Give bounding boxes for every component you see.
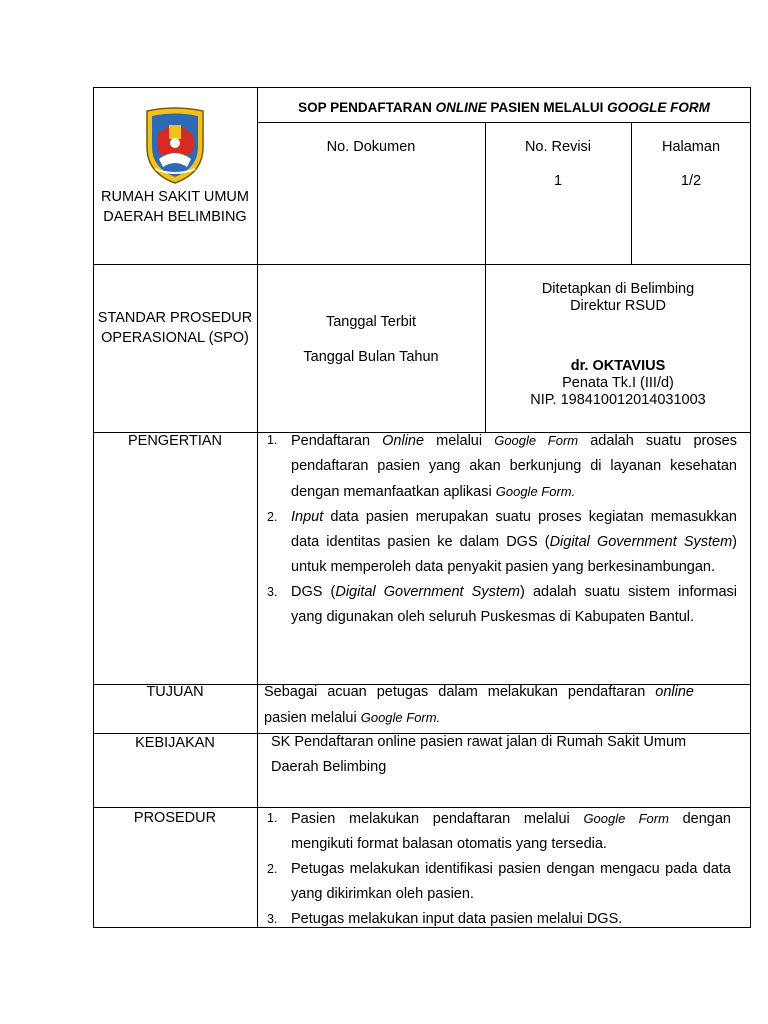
page-label: Halaman: [661, 139, 721, 155]
text-run: dengan mengikuti format balasan otomatis yang tersedia.: [291, 811, 731, 852]
document-title: [257, 100, 751, 115]
list-item: [257, 857, 731, 907]
text-run: Pendaftaran: [291, 433, 383, 449]
text-run: Google Form: [494, 433, 579, 448]
list-item: [257, 580, 737, 630]
text-run: Online: [382, 433, 425, 449]
text-run: ) adalah suatu sistem informasi yang digunakan oleh seluruh Puskesmas di Kabupaten Bantul.: [291, 584, 737, 625]
approval-title: Direktur RSUD: [570, 298, 666, 314]
sop-label: STANDAR PROSEDUR OPERASIONAL (SPO): [97, 310, 253, 346]
border-top: [93, 87, 751, 88]
title-divider: [257, 122, 751, 123]
tujuan-text: [264, 680, 694, 731]
text-run: online: [655, 684, 694, 700]
text-run: Petugas melakukan input data pasien melalui DGS.: [291, 911, 623, 927]
list-item: [257, 907, 731, 932]
director-nip: NIP. 198410012014031003: [530, 392, 706, 408]
hospital-crest-icon: [143, 107, 207, 185]
issue-date-value: Tanggal Bulan Tahun: [303, 349, 439, 365]
tujuan-parts: [264, 684, 694, 726]
text-run: Digital Government System: [549, 534, 733, 550]
prosedur-list: [257, 806, 731, 932]
revision-value: 1: [553, 173, 563, 189]
kebijakan-label: KEBIJAKAN: [135, 735, 215, 751]
approval-block: [485, 281, 751, 409]
text-run: Petugas melakukan identifikasi pasien dengan mengacu pada data yang dikirimkan oleh pasien.: [291, 861, 731, 902]
text-run: DGS (: [291, 584, 336, 600]
item-text: [291, 433, 737, 500]
issue-date-label: Tanggal Terbit: [325, 314, 417, 330]
sop-document: [93, 87, 751, 928]
border-right: [750, 87, 751, 928]
item-number: 3.: [267, 585, 278, 599]
approval-place: Ditetapkan di Belimbing: [541, 281, 695, 297]
item-number: 1.: [267, 433, 278, 447]
doc-number-label: No. Dokumen: [326, 139, 416, 155]
title-part-italic: GOOGLE FORM: [607, 100, 710, 115]
item-text: [291, 584, 737, 625]
text-run: melalui: [424, 433, 495, 449]
text-run: Input: [291, 509, 324, 525]
text-run: data pasien merupakan suatu proses kegiatan memasukkan data identitas pasien ke dalam DGS (: [291, 509, 737, 550]
title-part: SOP PENDAFTARAN: [298, 100, 436, 115]
list-item: [257, 806, 731, 857]
text-run: Google Form.: [495, 484, 576, 499]
director-name: dr. OKTAVIUS: [570, 358, 666, 374]
text-run: adalah suatu proses pendaftaran pasien yang akan berkunjung di layanan kesehatan dengan memanfaatkan aplikasi: [291, 433, 737, 500]
item-text: [291, 509, 737, 575]
revision-label: No. Revisi: [524, 139, 592, 155]
pengertian-label: PENGERTIAN: [127, 433, 222, 449]
list-item: [257, 428, 737, 505]
pengertian-list: [257, 428, 737, 630]
item-text: [291, 911, 622, 927]
kebijakan-text: SK Pendaftaran online pasien rawat jalan di Rumah Sakit Umum Daerah Belimbing: [271, 734, 687, 775]
text-run: ) untuk memperoleh data penyakit pasien yang berkesinambungan.: [291, 534, 738, 575]
text-run: Sebagai acuan petugas dalam melakukan pendaftaran: [264, 684, 656, 700]
prosedur-label: PROSEDUR: [133, 810, 217, 826]
text-run: Google Form.: [360, 710, 441, 725]
tujuan-label: TUJUAN: [146, 684, 204, 700]
text-run: pasien melalui: [264, 710, 361, 726]
hospital-name: RUMAH SAKIT UMUM DAERAH BELIMBING: [101, 189, 249, 225]
item-text: [291, 811, 731, 852]
text-run: Digital Government System: [335, 584, 520, 600]
title-part-italic: ONLINE: [435, 100, 487, 115]
page-value: 1/2: [680, 173, 702, 189]
text-run: Google Form: [583, 811, 669, 826]
text-run: Pasien melakukan pendaftaran melalui: [291, 811, 584, 827]
title-part: PASIEN MELALUI: [486, 100, 608, 115]
director-rank: Penata Tk.I (III/d): [562, 375, 674, 391]
list-item: [257, 505, 737, 580]
row-divider-1: [93, 264, 751, 265]
item-number: 1.: [267, 811, 278, 825]
item-number: 2.: [267, 510, 278, 524]
item-number: 2.: [267, 862, 278, 876]
item-number: 3.: [267, 912, 278, 926]
item-text: [291, 861, 731, 902]
